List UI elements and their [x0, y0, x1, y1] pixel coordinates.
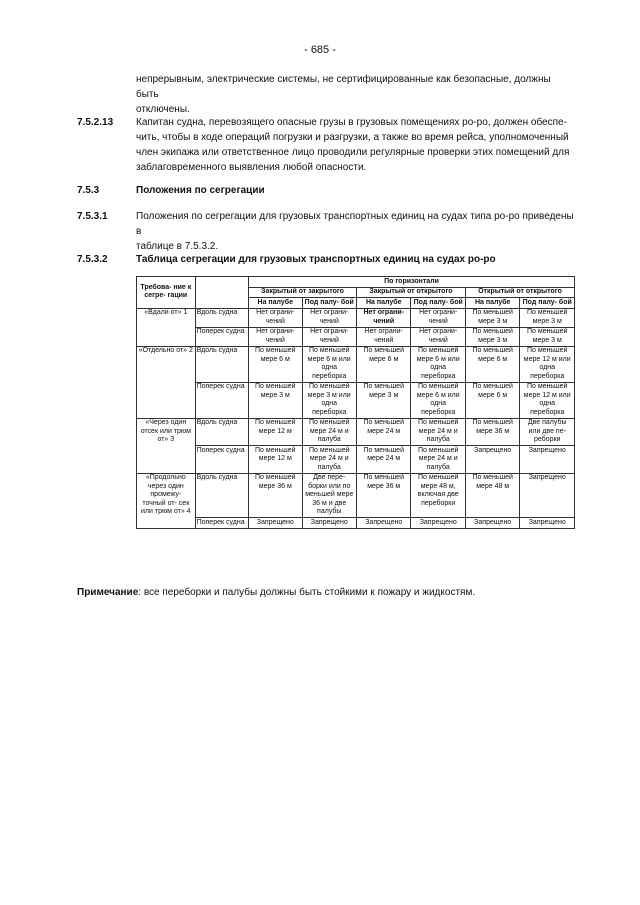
- table-title: Таблица сегрегации для грузовых транспортных единиц на судах ро-ро: [136, 254, 496, 265]
- table-cell: По меньшей мере 6 м: [465, 382, 519, 418]
- table-cell: По меньшей мере 12 м: [249, 446, 302, 474]
- text-line: заблаговременного выявления любой опасности.: [136, 162, 367, 173]
- requirement-header: Требова- ние к сегре- гации: [137, 277, 196, 309]
- table-cell: По меньшей мере 24 м и палуба: [302, 446, 356, 474]
- table-cell: По меньшей мере 36 м: [249, 473, 302, 518]
- segregation-table: [136, 276, 575, 529]
- table-cell: По меньшей мере 6 м или одна переборка: [411, 346, 465, 382]
- table-cell: По меньшей мере 24 м: [356, 418, 410, 446]
- table-cell: Запрещено: [465, 446, 519, 474]
- sub-header: Под палу- бой: [520, 298, 575, 309]
- section-number: 7.5.3.2: [77, 254, 108, 265]
- requirement-cell: «Через один отсек или трюм от» 3: [137, 418, 196, 473]
- table-cell: Нет ограни- чений: [302, 308, 356, 327]
- table-cell: Запрещено: [465, 518, 519, 529]
- table-cell: По меньшей мере 24 м и палуба: [411, 446, 465, 474]
- requirement-cell: «Продольно через один промежу- точный от- сек или трюм от» 4: [137, 473, 196, 528]
- group-header: Закрытый от открытого: [356, 287, 465, 298]
- table-cell: По меньшей мере 6 м: [356, 346, 410, 382]
- direction-cell: Поперек судна: [195, 382, 248, 418]
- direction-cell: Поперек судна: [195, 446, 248, 474]
- table-cell: Две палубы или две пе- реборки: [520, 418, 575, 446]
- table-row: [137, 308, 575, 327]
- table-cell: Запрещено: [520, 473, 575, 518]
- text-line: непрерывным, электрические системы, не сертифицированные как безопасные, должны быть: [136, 74, 551, 100]
- table-cell: По меньшей мере 24 м и палуба: [302, 418, 356, 446]
- direction-cell: Поперек судна: [195, 327, 248, 346]
- table-cell: По меньшей мере 3 м: [465, 308, 519, 327]
- requirement-cell: «Вдали от» 1: [137, 308, 196, 346]
- table-cell: Нет ограни- чений: [302, 327, 356, 346]
- table-cell: По меньшей мере 24 м и палуба: [411, 418, 465, 446]
- text-line: чить, чтобы в ходе операций погрузки и разгрузки, а также во время рейса, уполномоченный: [136, 132, 569, 143]
- group-header: Открытый от открытого: [465, 287, 574, 298]
- table-cell: Нет ограни- чений: [411, 327, 465, 346]
- table-cell: По меньшей мере 3 м или одна переборка: [302, 382, 356, 418]
- section-heading: Положения по сегрегации: [136, 185, 265, 196]
- table-cell: По меньшей мере 36 м: [356, 473, 410, 518]
- sub-header: Под палу- бой: [302, 298, 356, 309]
- group-header: Закрытый от закрытого: [249, 287, 357, 298]
- direction-cell: Вдоль судна: [195, 418, 248, 446]
- table-cell: По меньшей мере 48 м: [465, 473, 519, 518]
- table-cell: Нет ограни- чений: [356, 327, 410, 346]
- table-cell: По меньшей мере 12 м или одна переборка: [520, 382, 575, 418]
- note-label: Примечание: [77, 587, 139, 598]
- sub-header: На палубе: [249, 298, 302, 309]
- table-cell: Запрещено: [249, 518, 302, 529]
- direction-cell: Вдоль судна: [195, 473, 248, 518]
- direction-cell: Поперек судна: [195, 518, 248, 529]
- table-cell: По меньшей мере 6 м: [249, 346, 302, 382]
- table-cell: По меньшей мере 6 м: [465, 346, 519, 382]
- section-7-5-2-13-text: [136, 115, 581, 175]
- table-cell: Запрещено: [411, 518, 465, 529]
- horizontal-header: По горизонтали: [249, 277, 575, 288]
- table-cell: Нет ограни- чений: [249, 327, 302, 346]
- table-cell: По меньшей мере 6 м или одна переборка: [302, 346, 356, 382]
- requirement-cell: «Отдельно от» 2: [137, 346, 196, 418]
- text-line: Положения по сегрегации для грузовых транспортных единиц на судах типа ро-ро приведены в: [136, 211, 574, 237]
- table-row: [137, 327, 575, 346]
- section-number: 7.5.2.13: [77, 117, 114, 128]
- table-row: [137, 346, 575, 382]
- section-7-5-3-1-text: [136, 209, 581, 254]
- table-row: [137, 382, 575, 418]
- table-cell: По меньшей мере 3 м: [465, 327, 519, 346]
- table-cell: По меньшей мере 24 м: [356, 446, 410, 474]
- table-cell: По меньшей мере 3 м: [520, 308, 575, 327]
- table-cell: Запрещено: [356, 518, 410, 529]
- sub-header: Под палу- бой: [411, 298, 465, 309]
- direction-header: [195, 277, 248, 309]
- direction-cell: Вдоль судна: [195, 308, 248, 327]
- page-number: - 685 -: [304, 44, 336, 56]
- continued-paragraph: [136, 72, 576, 117]
- table-note: [77, 587, 475, 598]
- sub-header: На палубе: [465, 298, 519, 309]
- text-line: таблице в 7.5.3.2.: [136, 241, 219, 252]
- table-cell: По меньшей мере 3 м: [249, 382, 302, 418]
- text-line: член экипажа или ответственное лицо проводили регулярные проверки этих помещений для: [136, 147, 570, 158]
- table-row: [137, 473, 575, 518]
- text-line: Капитан судна, перевозящего опасные грузы в грузовых помещениях ро-ро, должен обеспе-: [136, 117, 567, 128]
- section-number: 7.5.3: [77, 185, 100, 196]
- table-cell: По меньшей мере 12 м: [249, 418, 302, 446]
- table-cell: По меньшей мере 3 м: [356, 382, 410, 418]
- sub-header: На палубе: [356, 298, 410, 309]
- table-cell: Нет ограни- чений: [249, 308, 302, 327]
- table-row: [137, 418, 575, 446]
- direction-cell: Вдоль судна: [195, 346, 248, 382]
- table-cell: По меньшей мере 6 м или одна переборка: [411, 382, 465, 418]
- table-cell: По меньшей мере 3 м: [520, 327, 575, 346]
- table-row: [137, 518, 575, 529]
- table-cell: Две пере- борки или по меньшей мере 36 м и две палубы: [302, 473, 356, 518]
- text-line: отключены.: [136, 104, 190, 115]
- table-row: [137, 446, 575, 474]
- table-cell: Нет ограни- чений: [356, 308, 410, 327]
- note-text: : все переборки и палубы должны быть стойкими к пожару и жидкостям.: [138, 587, 476, 598]
- table-cell: Запрещено: [520, 446, 575, 474]
- table-cell: По меньшей мере 12 м или одна переборка: [520, 346, 575, 382]
- table-cell: Запрещено: [302, 518, 356, 529]
- table-cell: Нет ограни- чений: [411, 308, 465, 327]
- table-cell: Запрещено: [520, 518, 575, 529]
- table-cell: По меньшей мере 48 м, включая две переборки: [411, 473, 465, 518]
- section-number: 7.5.3.1: [77, 211, 108, 222]
- table-cell: По меньшей мере 36 м: [465, 418, 519, 446]
